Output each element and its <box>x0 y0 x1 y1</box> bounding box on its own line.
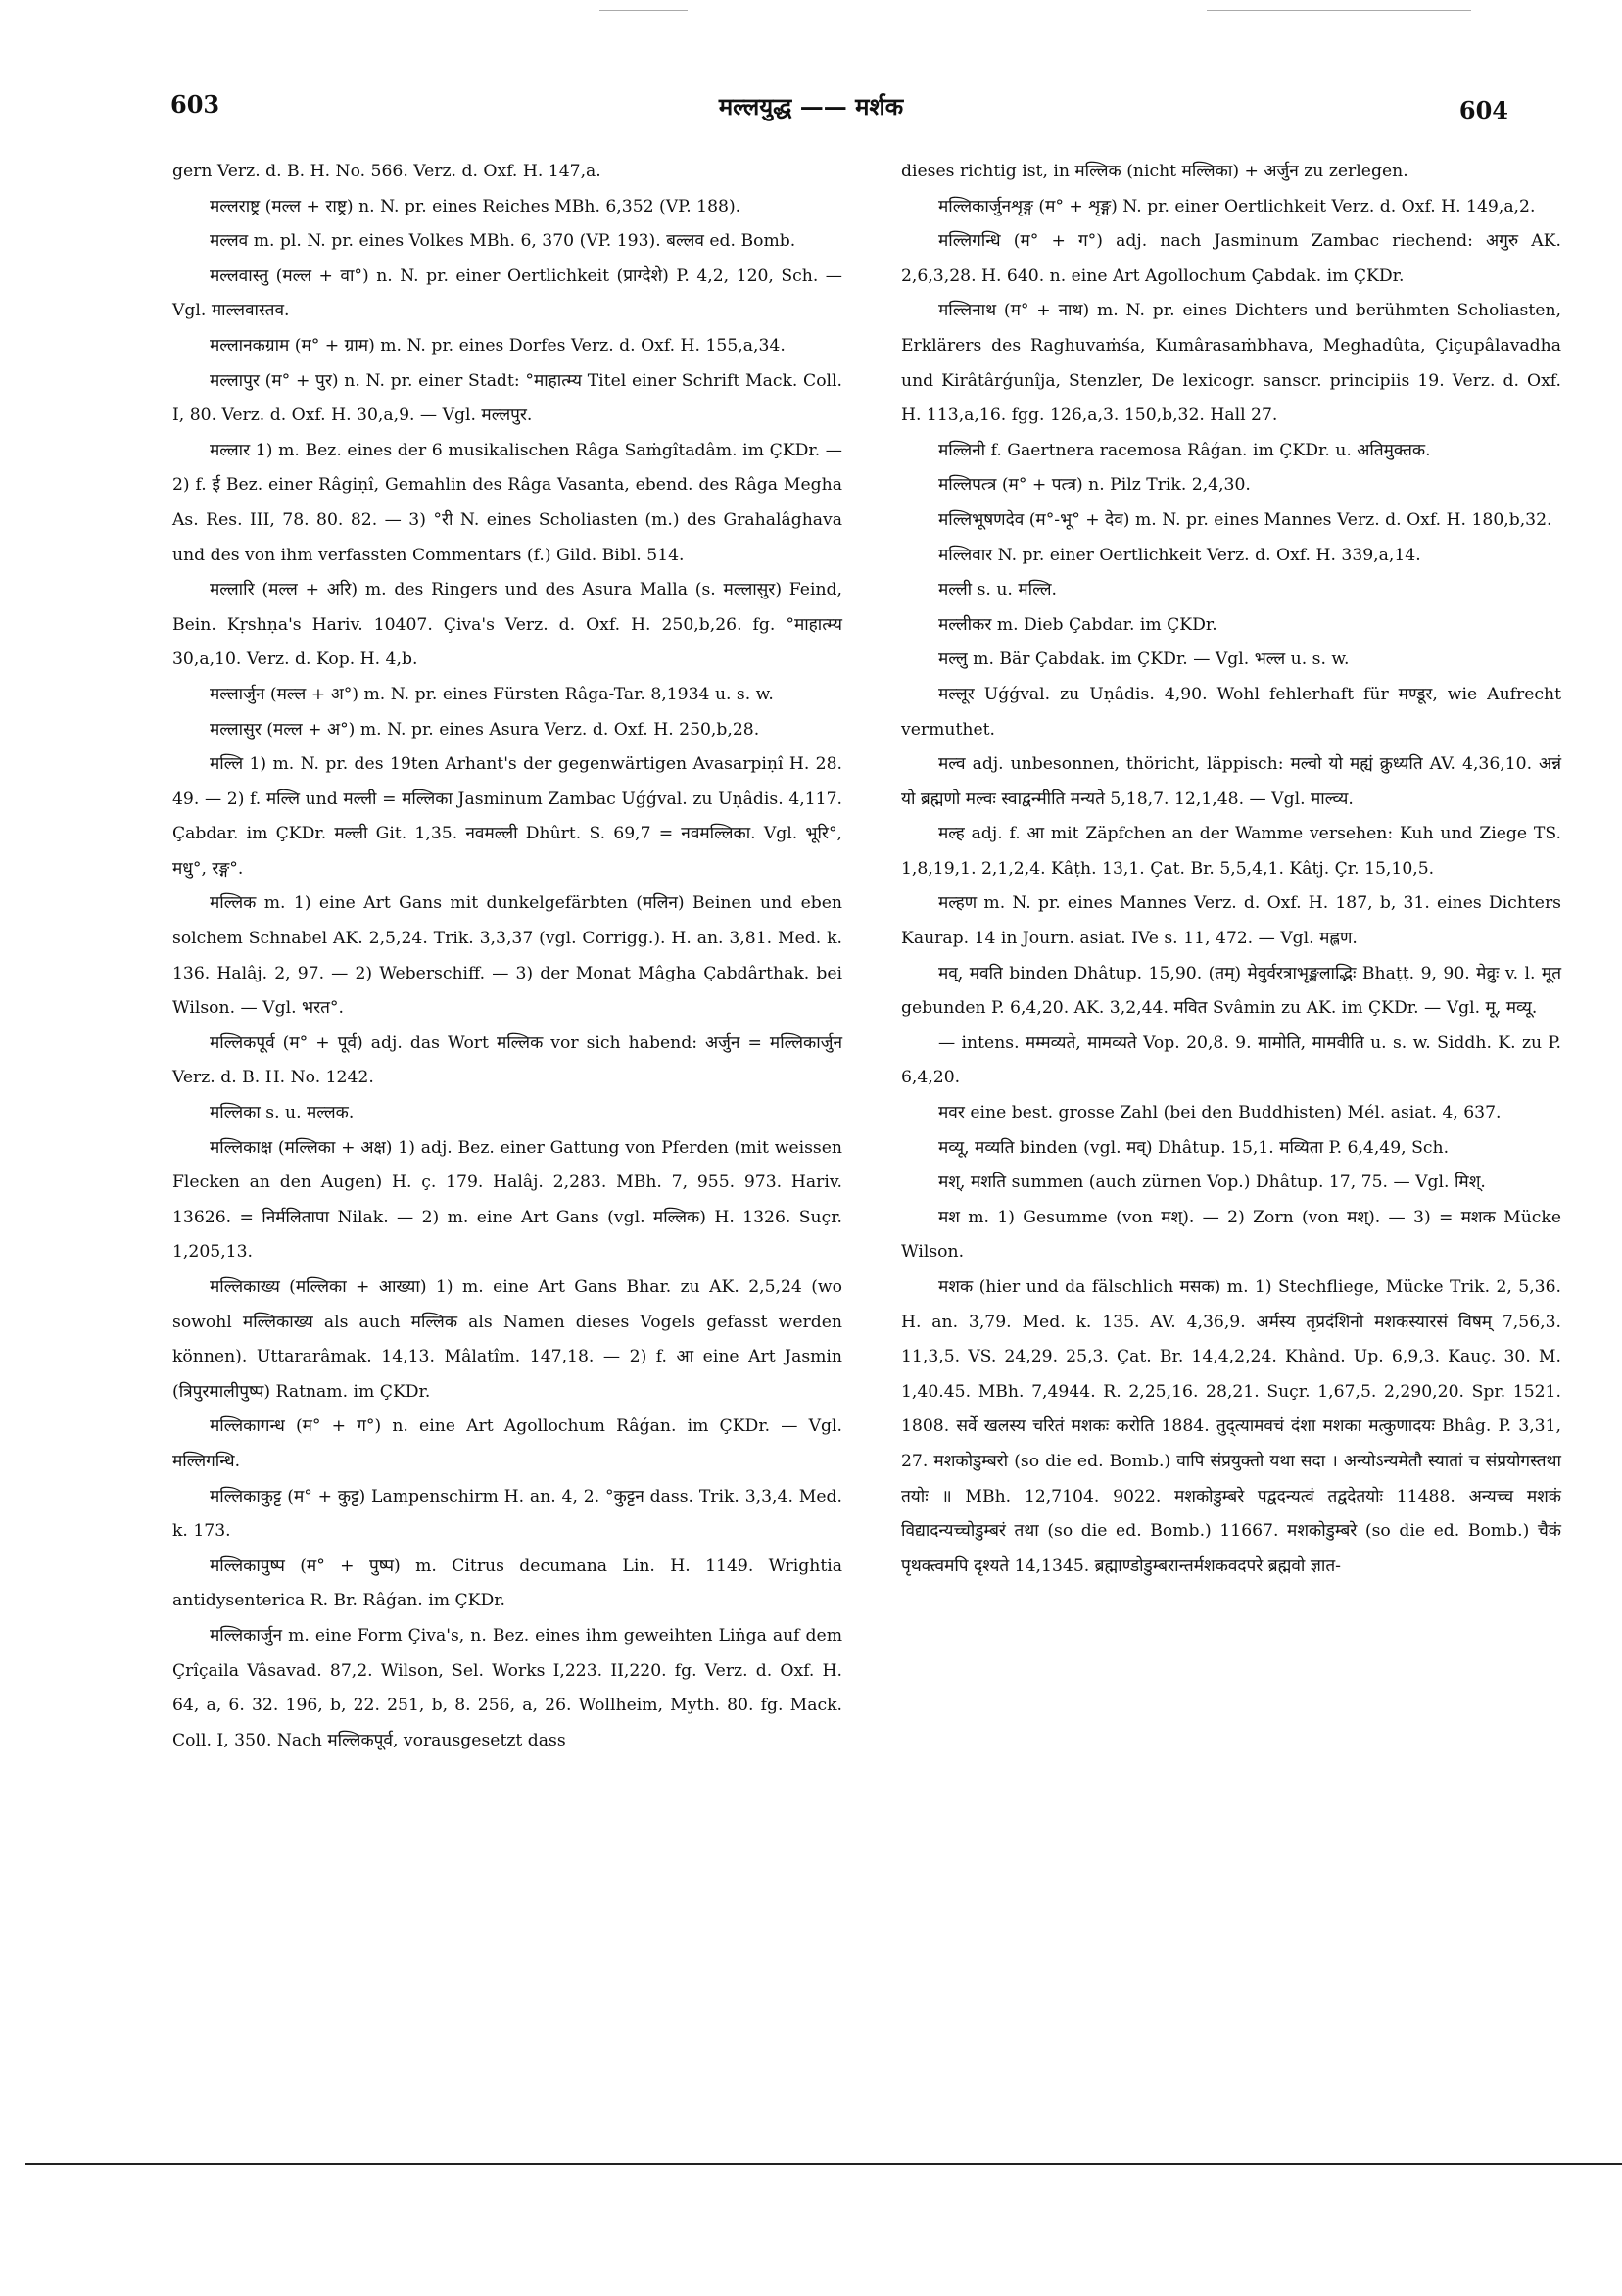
dictionary-entry: — intens. मम्मव्यते, मामव्यते Vop. 20,8. 9. मामोति, मामवीति u. s. w. Siddh. K. zu P. 6,4,20. <box>901 1032 1561 1088</box>
dictionary-entry: मल्लिकपूर्व (म° + पूर्व) adj. das Wort मल्लिक vor sich habend: अर्जुन = मल्लिकार्जुन Verz. d. B. H. No. 1242. <box>172 1032 842 1088</box>
dictionary-entry: मल्लीकर m. Dieb Çabdar. im ÇKDr. <box>938 614 1217 635</box>
bottom-rule <box>25 2163 1622 2165</box>
dictionary-entry: मल्व adj. unbesonnen, thöricht, läppisch: मल्वो यो मह्यं क्रुध्यति AV. 4,36,10. अन्नं यो ब्रह्मणो मल्वः स्वाद्वन्मीति मन्यते 5,18,7. 12,1,48. — Vgl. माल्व्य. <box>901 754 1561 809</box>
dictionary-entry: मल्लराष्ट्र (मल्ल + राष्ट्र) n. N. pr. eines Reiches MBh. 6,352 (VP. 188). <box>210 196 741 216</box>
dictionary-entry: मल्लिवार N. pr. einer Oertlichkeit Verz. d. Oxf. H. 339,a,14. <box>938 545 1421 565</box>
dictionary-entry: मल्लिकापुष्प (म° + पुष्प) m. Citrus decumana Lin. H. 1149. Wrightia antidysenterica R. Br. Râǵan. im ÇKDr. <box>172 1555 842 1611</box>
page-number-right: 604 <box>1458 96 1508 124</box>
dictionary-entry: मल्लिकाख्य (मल्लिका + आख्या) 1) m. eine Art Gans Bhar. zu AK. 2,5,24 (wo sowohl मल्लिकाख्य als auch मल्लिक als Namen dieses Vogels gefasst werden können). Uttararâmak. 14,13. Mâlatîm. 147,18. — 2) f. आ eine Art Jasmin (त्रिपुरमालीपुष्प) Ratnam. im ÇKDr. <box>172 1277 842 1402</box>
dictionary-entry: मल्ह adj. f. आ mit Zäpfchen an der Wamme versehen: Kuh und Ziege TS. 1,8,19,1. 2,1,2,4. Kâṭh. 13,1. Çat. Br. 5,5,4,1. Kâtj. Çr. 15,10,5. <box>901 824 1561 879</box>
dictionary-entry: gern Verz. d. B. H. No. 566. Verz. d. Oxf. H. 147,a. <box>172 162 601 181</box>
dictionary-entry: मल्लिकाकुट्ट (म° + कुट्ट) Lampenschirm H. an. 4, 2. °कुट्टन dass. Trik. 3,3,4. Med. k. 173. <box>172 1486 842 1542</box>
running-title: मल्लयुद्ध —— मर्शक <box>718 92 904 120</box>
dictionary-entry: मल्लिक m. 1) eine Art Gans mit dunkelgefärbten (मलिन) Beinen und eben solchem Schnabel AK. 2,5,24. Trik. 3,3,37 (vgl. Corrigg.). H. an. 3,81. Med. k. 136. Halâj. 2, 97. — 2) Weberschiff. — 3) der Monat Mâgha Çabdârthak. bei Wilson. — Vgl. भरत°. <box>172 893 842 1019</box>
dictionary-entry: मल्लिपत्त्र (म° + पत्त्र) n. Pilz Trik. 2,4,30. <box>938 475 1251 496</box>
dictionary-entry: मल्लव m. pl. N. pr. eines Volkes MBh. 6, 370 (VP. 193). बल्लव ed. Bomb. <box>210 231 796 252</box>
dictionary-entry: मल्लिकार्जुन m. eine Form Çiva's, n. Bez. eines ihm geweihten Liṅga auf dem Çrîçaila Vâsavad. 87,2. Wilson, Sel. Works I,223. II,220. fg. Verz. d. Oxf. H. 64, a, 6. 32. 196, b, 22. 251, b, 8. 256, a, 26. Wollheim, Myth. 80. fg. Mack. Coll. I, 350. Nach मल्लिकपूर्व, vorausgesetzt dass <box>172 1625 842 1750</box>
dictionary-entry: मल्लवास्तु (मल्ल + वा°) n. N. pr. einer Oertlichkeit (प्राग्देशे) P. 4,2, 120, Sch. — Vgl. माल्लवास्तव. <box>172 265 842 321</box>
dictionary-entry: मश्, मशति summen (auch zürnen Vop.) Dhâtup. 17, 75. — Vgl. मिश्. <box>938 1172 1486 1193</box>
dictionary-entry: मल्लिनाथ (म° + नाथ) m. N. pr. eines Dichters und berühmten Scholiasten, Erklärers des Raghuvaṁśa, Kumârasaṁbhava, Meghadûta, Çiçupâlavadha und Kirâtârǵunîja, Stenzler, De lexicogr. sanscr. principiis 19. Verz. d. Oxf. H. 113,a,16. fgg. 126,a,3. 150,b,32. Hall 27. <box>901 301 1561 426</box>
dictionary-entry: मल्लिगन्धि (म° + ग°) adj. nach Jasminum Zambac riechend: अगुरु AK. 2,6,3,28. H. 640. n. eine Art Agollochum Çabdak. im ÇKDr. <box>901 231 1561 286</box>
dictionary-entry: मशक (hier und da fälschlich मसक) m. 1) Stechfliege, Mücke Trik. 2, 5,36. H. an. 3,79. Med. k. 135. AV. 4,36,9. अर्मस्य तृप्रदंशिनो मशकस्यारसं विषम् 7,56,3. 11,3,5. VS. 24,29. 25,3. Çat. Br. 14,4,2,24. Khând. Up. 6,9,3. Kauç. 30. M. 1,40.45. MBh. 7,4944. R. 2,25,16. 28,21. Suçr. 1,67,5. 2,290,20. Spr. 1521. 1808. सर्वे खलस्य चरितं मशकः करोति 1884. तुद्त्यामवचं दंशा मशका मत्कुणादयः Bhâg. P. 3,31, 27. मशकोडुम्बरो (so die ed. Bomb.) वापि संप्रयुक्तो यथा सदा । अन्योऽन्यमेतौ स्यातां च संप्रयोगस्तथा तयोः ॥ MBh. 12,7104. 9022. मशकोडुम्बरे पद्वदन्यत्वं तद्वदेतयोः 11488. अन्यच्च मशकं विद्यादन्यच्चोडुम्बरं तथा (so die ed. Bomb.) 11667. मशकोडुम्बरे (so die ed. Bomb.) चैकं पृथक्त्वमपि दृश्यते 14,1345. ब्रह्माण्डोडुम्बरान्तर्मशकवदपरे ब्रह्मवो ज्ञात- <box>901 1277 1561 1576</box>
dictionary-entry: मल्लिनी f. Gaertnera racemosa Râǵan. im ÇKDr. u. अतिमुक्तक. <box>938 440 1431 460</box>
dictionary-entry: मश m. 1) Gesumme (von मश्). — 2) Zorn (von मश्). — 3) = मशक Mücke Wilson. <box>901 1207 1561 1263</box>
top-edge-rule <box>1207 10 1471 11</box>
dictionary-entry: मल्लानकग्राम (म° + ग्राम) m. N. pr. eines Dorfes Verz. d. Oxf. H. 155,a,34. <box>210 335 786 356</box>
dictionary-entry: मल्ली s. u. मल्लि. <box>938 580 1057 600</box>
left-column <box>172 155 842 1758</box>
dictionary-entry: dieses richtig ist, in मल्लिक (nicht मल्लिका) + अर्जुन zu zerlegen. <box>901 162 1408 181</box>
dictionary-entry: मवर eine best. grosse Zahl (bei den Buddhisten) Mél. asiat. 4, 637. <box>938 1103 1502 1124</box>
dictionary-entry: मल्लिकार्जुनशृङ्ग (म° + शृङ्ग) N. pr. einer Oertlichkeit Verz. d. Oxf. H. 149,a,2. <box>938 196 1536 216</box>
dictionary-entry: मल्लार्जुन (मल्ल + अ°) m. N. pr. eines Fürsten Râga-Tar. 8,1934 u. s. w. <box>210 684 774 704</box>
dictionary-entry: मव्यू, मव्यति binden (vgl. मव्) Dhâtup. 15,1. मव्यिता P. 6,4,49, Sch. <box>938 1137 1450 1158</box>
dictionary-entry: मल्लूर Uǵǵval. zu Uṇâdis. 4,90. Wohl fehlerhaft für मण्डूर, wie Aufrecht vermuthet. <box>901 684 1561 740</box>
running-head <box>0 90 1622 133</box>
dictionary-entry: मल्लि 1) m. N. pr. des 19ten Arhant's der gegenwärtigen Avasarpiṇî H. 28. 49. — 2) f. मल्लि und मल्ली = मल्लिका Jasminum Zambac Uǵǵval. zu Uṇâdis. 4,117. Çabdar. im ÇKDr. मल्ली Git. 1,35. नवमल्ली Dhûrt. S. 69,7 = नवमल्लिका. Vgl. भूरि°, मधु°, रङ्ग°. <box>172 754 842 879</box>
dictionary-entry: मल्लापुर (म° + पुर) n. N. pr. einer Stadt: °माहात्म्य Titel einer Schrift Mack. Coll. I, 80. Verz. d. Oxf. H. 30,a,9. — Vgl. मल्लपुर. <box>172 370 842 426</box>
dictionary-entry: मल्लिकागन्ध (म° + ग°) n. eine Art Agollochum Râǵan. im ÇKDr. — Vgl. मल्लिगन्धि. <box>172 1416 842 1471</box>
dictionary-entry: मल्लासुर (मल्ल + अ°) m. N. pr. eines Asura Verz. d. Oxf. H. 250,b,28. <box>210 719 760 740</box>
dictionary-entry: मल्लारि (मल्ल + अरि) m. des Ringers und des Asura Malla (s. मल्लासुर) Feind, Bein. Kṛshṇa's Hariv. 10407. Çiva's Verz. d. Oxf. H. 250,b,26. fg. °माहात्म्य 30,a,10. Verz. d. Kop. H. 4,b. <box>172 580 842 670</box>
dictionary-entry: मल्लिका s. u. मल्लक. <box>210 1103 355 1124</box>
page-number-left: 603 <box>170 90 220 119</box>
dictionary-entry: मल्लार 1) m. Bez. eines der 6 musikalischen Râga Saṁgîtadâm. im ÇKDr. — 2) f. ई Bez. einer Râgiṇî, Gemahlin des Râga Vasanta, ebend. des Râga Megha As. Res. III, 78. 80. 82. — 3) °री N. eines Scholiasten (m.) des Grahalâghava und des von ihm verfassten Commentars (f.) Gild. Bibl. 514. <box>172 440 842 565</box>
top-edge-rule <box>599 10 688 11</box>
dictionary-entry: मल्लिकाक्ष (मल्लिका + अक्ष) 1) adj. Bez. einer Gattung von Pferden (mit weissen Flecken an den Augen) H. ç. 179. Halâj. 2,283. MBh. 7, 955. 973. Hariv. 13626. = निर्मलितापा Nilak. — 2) m. eine Art Gans (vgl. मल्लिक) H. 1326. Suçr. 1,205,13. <box>172 1137 842 1263</box>
dictionary-entry: मल्लु m. Bär Çabdak. im ÇKDr. — Vgl. भल्ल u. s. w. <box>938 649 1350 670</box>
dictionary-entry: मल्लिभूषणदेव (म°-भू° + देव) m. N. pr. eines Mannes Verz. d. Oxf. H. 180,b,32. <box>938 509 1552 530</box>
dictionary-entry: मव्, मवति binden Dhâtup. 15,90. (तम्) मेवुर्वरत्राभृङ्खलाद्भिः Bhaṭṭ. 9, 90. मेव्रुः v. l. मूत gebunden P. 6,4,20. AK. 3,2,44. मवित Svâmin zu AK. im ÇKDr. — Vgl. मू, मव्यू. <box>901 963 1561 1019</box>
dictionary-entry: मल्हण m. N. pr. eines Mannes Verz. d. Oxf. H. 187, b, 31. eines Dichters Kaurap. 14 in Journ. asiat. IVe s. 11, 472. — Vgl. मह्लण. <box>901 893 1561 949</box>
right-column <box>901 155 1561 1584</box>
